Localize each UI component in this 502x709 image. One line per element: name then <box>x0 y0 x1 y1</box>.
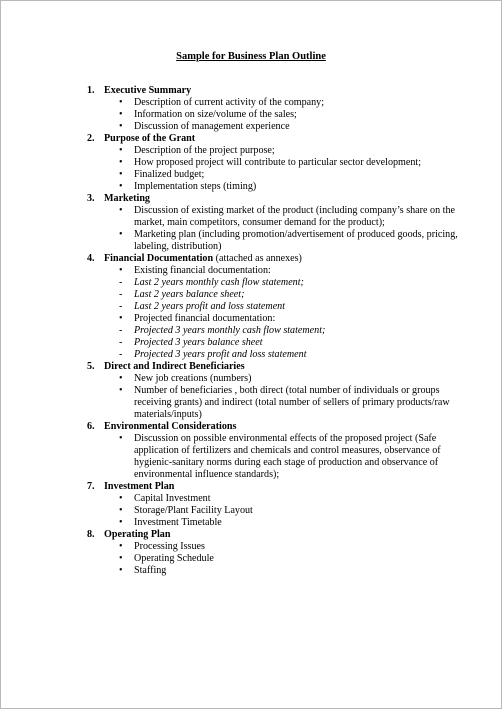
outline-section <box>87 421 467 481</box>
bullet-list-item <box>87 313 467 325</box>
list-item-text: Number of beneficiaries , both direct (total number of individuals or groups receiving grants) and indirect (total number of sellers of primary products/raw materials/inputs) <box>134 385 450 420</box>
bullet-list-item <box>87 433 467 481</box>
section-number: 5. <box>87 361 95 372</box>
bullet-list-item <box>87 265 467 277</box>
section-title: Operating Plan <box>104 529 171 540</box>
dash-marker: - <box>119 277 123 288</box>
outline-section <box>87 133 467 193</box>
document-title: Sample for Business Plan Outline <box>176 51 326 62</box>
section-number: 2. <box>87 133 95 144</box>
list-item-text: Processing Issues <box>134 541 205 552</box>
bullet-list-item <box>87 517 467 529</box>
list-item-text: Marketing plan (including promotion/advertisement of produced goods, pricing, labeling, distribution) <box>134 229 458 252</box>
list-item-text: Discussion on possible environmental effects of the proposed project (Safe application of fertilizers and chemicals and control measures, observance of hygienic-sanitary norms during each stage of production and observance of environmental influence standards); <box>134 433 441 480</box>
bullet-list-item <box>87 493 467 505</box>
bullet-icon: • <box>119 385 123 396</box>
list-item-text: Discussion of existing market of the product (including company’s share on the market, main competitors, consumer demand for the product); <box>134 205 455 228</box>
list-item-text: Projected 3 years balance sheet <box>134 337 263 348</box>
list-item-text: Information on size/volume of the sales; <box>134 109 297 120</box>
bullet-icon: • <box>119 493 123 504</box>
bullet-list-item <box>87 373 467 385</box>
bullet-list-item <box>87 157 467 169</box>
dash-marker: - <box>119 289 123 300</box>
section-heading <box>87 193 467 205</box>
dash-marker: - <box>119 325 123 336</box>
section-heading <box>87 253 467 265</box>
outline-section <box>87 193 467 253</box>
section-title: Marketing <box>104 193 150 204</box>
section-number: 3. <box>87 193 95 204</box>
dash-list-item <box>87 277 467 289</box>
dash-marker: - <box>119 301 123 312</box>
list-item-text: Projected 3 years monthly cash flow statement; <box>134 325 326 336</box>
bullet-icon: • <box>119 97 123 108</box>
dash-list-item <box>87 337 467 349</box>
section-heading <box>87 529 467 541</box>
section-number: 6. <box>87 421 95 432</box>
section-title: Investment Plan <box>104 481 175 492</box>
section-number: 4. <box>87 253 95 264</box>
list-item-text: Description of the project purpose; <box>134 145 275 156</box>
section-heading <box>87 361 467 373</box>
bullet-icon: • <box>119 565 123 576</box>
bullet-list-item <box>87 205 467 229</box>
dash-list-item <box>87 325 467 337</box>
list-item-text: Projected financial documentation: <box>134 313 276 324</box>
section-title-note: (attached as annexes) <box>213 253 302 264</box>
bullet-list-item <box>87 565 467 577</box>
outline-section <box>87 253 467 361</box>
section-number: 7. <box>87 481 95 492</box>
section-title: Environmental Considerations <box>104 421 237 432</box>
bullet-icon: • <box>119 313 123 324</box>
bullet-list-item <box>87 505 467 517</box>
bullet-icon: • <box>119 205 123 216</box>
bullet-list-item <box>87 97 467 109</box>
bullet-icon: • <box>119 505 123 516</box>
list-item-text: How proposed project will contribute to particular sector development; <box>134 157 422 168</box>
outline-section <box>87 85 467 133</box>
dash-marker: - <box>119 337 123 348</box>
list-item-text: Finalized budget; <box>134 169 205 180</box>
section-heading <box>87 481 467 493</box>
bullet-list-item <box>87 553 467 565</box>
bullet-icon: • <box>119 265 123 276</box>
bullet-list-item <box>87 109 467 121</box>
section-heading <box>87 85 467 97</box>
list-item-text: Last 2 years monthly cash flow statement; <box>134 277 304 288</box>
section-title: Financial Documentation <box>104 253 214 264</box>
section-number: 1. <box>87 85 95 96</box>
list-item-text: Implementation steps (timing) <box>134 181 257 192</box>
list-item-text: Capital Investment <box>134 493 211 504</box>
section-number: 8. <box>87 529 95 540</box>
bullet-list-item <box>87 121 467 133</box>
bullet-icon: • <box>119 169 123 180</box>
bullet-list-item <box>87 145 467 157</box>
section-title: Purpose of the Grant <box>104 133 196 144</box>
list-item-text: Operating Schedule <box>134 553 214 564</box>
bullet-icon: • <box>119 517 123 528</box>
outline-section <box>87 481 467 529</box>
dash-list-item <box>87 301 467 313</box>
section-heading <box>87 421 467 433</box>
bullet-icon: • <box>119 433 123 444</box>
bullet-icon: • <box>119 553 123 564</box>
business-plan-outline <box>87 85 467 577</box>
list-item-text: Description of current activity of the company; <box>134 97 325 108</box>
bullet-icon: • <box>119 145 123 156</box>
dash-list-item <box>87 289 467 301</box>
bullet-icon: • <box>119 121 123 132</box>
list-item-text: New job creations (numbers) <box>134 373 252 384</box>
list-item-text: Last 2 years balance sheet; <box>134 289 245 300</box>
list-item-text: Projected 3 years profit and loss statement <box>134 349 307 360</box>
list-item-text: Last 2 years profit and loss statement <box>134 301 286 312</box>
section-title: Executive Summary <box>104 85 192 96</box>
list-item-text: Existing financial documentation: <box>134 265 271 276</box>
list-item-text: Staffing <box>134 565 167 576</box>
list-item-text: Discussion of management experience <box>134 121 290 132</box>
section-title: Direct and Indirect Beneficiaries <box>104 361 245 372</box>
bullet-icon: • <box>119 181 123 192</box>
dash-marker: - <box>119 349 123 360</box>
bullet-icon: • <box>119 541 123 552</box>
bullet-icon: • <box>119 157 123 168</box>
bullet-icon: • <box>119 373 123 384</box>
dash-list-item <box>87 349 467 361</box>
section-heading <box>87 133 467 145</box>
bullet-icon: • <box>119 229 123 240</box>
bullet-list-item <box>87 541 467 553</box>
list-item-text: Investment Timetable <box>134 517 222 528</box>
outline-section <box>87 361 467 421</box>
bullet-list-item <box>87 169 467 181</box>
bullet-list-item <box>87 385 467 421</box>
outline-section <box>87 529 467 577</box>
bullet-icon: • <box>119 109 123 120</box>
bullet-list-item <box>87 229 467 253</box>
list-item-text: Storage/Plant Facility Layout <box>134 505 253 516</box>
bullet-list-item <box>87 181 467 193</box>
